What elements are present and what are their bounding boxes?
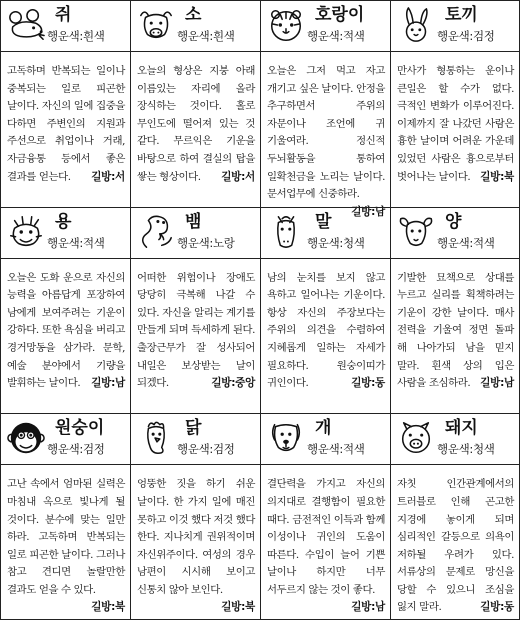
- lucky-color: 행운색:검정: [177, 442, 235, 457]
- zodiac-card-header: [261, 414, 390, 465]
- fortune-text-block: [397, 476, 514, 617]
- lucky-color: 행운색:청색: [307, 235, 365, 250]
- zodiac-name: 용: [55, 211, 72, 232]
- zodiac-card: [130, 207, 260, 414]
- lucky-direction: 길방:서: [221, 170, 255, 183]
- zodiac-name: 돼지: [445, 418, 478, 439]
- lucky-direction: 길방:남: [351, 205, 385, 218]
- fortune-text-block: [137, 63, 255, 186]
- fortune-text-block: [7, 270, 125, 393]
- rat-icon: [7, 6, 45, 44]
- pig-icon: [397, 419, 435, 457]
- lucky-color: 행운색:적색: [437, 235, 495, 250]
- zodiac-name: 양: [445, 211, 462, 232]
- zodiac-card-header: [131, 414, 260, 465]
- zodiac-card: [390, 413, 520, 620]
- fortune-text: 어떠한 위험이나 장애도 당당히 극복해 나갈 수 있다. 자신을 알리는 계기를 만들게 되며 득세하게 된다. 출장근무가 잘 성사되어 내일은 보상받는 날이 되겠다.: [137, 271, 255, 390]
- fortune-text-block: [267, 476, 385, 617]
- zodiac-card-header: [261, 208, 390, 259]
- fortune-text: 결단력을 가지고 자신의 의지대로 결행함이 필요한 때다. 금전적인 이득과 함께 이성이나 귀인의 도움이 따른다. 수입이 늘어 기쁜 날이나 하지만 너무 서두르지 않는 것이 좋다.: [267, 478, 385, 596]
- zodiac-name: 쥐: [55, 5, 72, 25]
- lucky-direction: 길방:동: [480, 601, 514, 614]
- lucky-direction: 길방:남: [480, 377, 514, 390]
- lucky-direction: 길방:남: [351, 601, 385, 614]
- zodiac-card: [390, 207, 520, 414]
- sheep-icon: [397, 213, 435, 251]
- lucky-color: 행운색:적색: [307, 29, 365, 43]
- fortune-text: 만사가 형통하는 운이나 큰일은 할 수가 없다. 극적인 변화가 이루어진다. 이제까지 잘 나갔던 사람은 흉한 날이며 어려운 가운데 있었던 사람은 흉으로부터 벗어나는 날이다.: [397, 65, 514, 183]
- fortune-text-block: [7, 63, 125, 186]
- dog-icon: [267, 419, 305, 457]
- zodiac-name: 원숭이: [55, 418, 105, 439]
- lucky-color: 행운색:적색: [47, 235, 105, 250]
- rooster-icon: [137, 419, 175, 457]
- zodiac-name: 소: [185, 5, 202, 25]
- zodiac-card: [260, 207, 390, 414]
- zodiac-card-header: [131, 1, 260, 52]
- zodiac-card: [130, 0, 260, 207]
- fortune-text-block: [397, 63, 514, 186]
- fortune-text: 오늘은 그저 먹고 자고 개기고 싶은 날이다. 안정을 추구하면서 주위의 자문이나 조언에 귀 기울여라. 정신적 두뇌활동을 통하여 일확천금을 노리는 날이다. 문서업무에 신중하라.: [267, 65, 385, 201]
- zodiac-card: [0, 207, 130, 414]
- lucky-color: 행운색:청색: [437, 442, 495, 457]
- dragon-icon: [7, 213, 45, 251]
- fortune-text-block: [267, 63, 385, 221]
- zodiac-card-header: [391, 208, 519, 259]
- zodiac-card-header: [261, 1, 390, 52]
- fortune-text-block: [397, 270, 514, 393]
- zodiac-card: [0, 413, 130, 620]
- zodiac-name: 뱀: [185, 211, 202, 232]
- horse-icon: [267, 213, 305, 251]
- fortune-text: 오늘의 형상은 지붕 아래 이름있는 자리에 올라 장식하는 것이다. 홀로 무인도에 떨어져 있는 것 같다. 무르익은 기운을 바탕으로 하여 결실의 탑을 쌓는 형상이다.: [137, 65, 255, 183]
- fortune-text-block: [137, 270, 255, 393]
- lucky-color: 행운색:흰색: [177, 29, 235, 43]
- zodiac-card: [260, 0, 390, 218]
- zodiac-name: 개: [315, 418, 332, 439]
- fortune-text-block: [7, 476, 125, 617]
- fortune-text: 고독하며 반복되는 일이나 중복되는 일로 피곤한 날이다. 자신의 일에 집중을 다하면 주변인의 지원과 주선으로 취업이나 거래, 자금융통 등에서 좋은 결과를 얻는다.: [7, 65, 125, 183]
- rabbit-icon: [397, 6, 435, 44]
- monkey-icon: [7, 419, 45, 457]
- lucky-color: 행운색:적색: [307, 442, 365, 457]
- lucky-direction: 길방:동: [351, 377, 385, 390]
- fortune-text: 남의 눈치를 보지 않고 욕하고 일어나는 기운이다. 항상 자신의 주장보다는 주위의 의견을 수렴하여 지혜롭게 일하는 자세가 필요하다. 원숭이띠가 귀인이다.: [267, 271, 385, 390]
- fortune-text-block: [137, 476, 255, 617]
- snake-icon: [137, 213, 175, 251]
- zodiac-card-header: [1, 208, 130, 259]
- zodiac-name: 호랑이: [315, 5, 365, 25]
- lucky-direction: 길방:중앙: [211, 377, 255, 390]
- lucky-color: 행운색:검정: [47, 442, 105, 457]
- lucky-direction: 길방:북: [221, 601, 255, 614]
- zodiac-card: [130, 413, 260, 620]
- lucky-direction: 길방:서: [91, 170, 125, 183]
- lucky-direction: 길방:남: [91, 377, 125, 390]
- zodiac-card: [0, 0, 130, 207]
- lucky-color: 행운색:흰색: [47, 29, 105, 43]
- lucky-direction: 길방:북: [480, 170, 514, 183]
- zodiac-card-header: [131, 208, 260, 259]
- lucky-color: 행운색:노랑: [177, 235, 235, 250]
- fortune-text: 고난 속에서 엄마된 실력은 마침내 옥으로 빛나게 될 것이다. 분수에 맞는 일만 하라. 고독하며 반복되는 일로 피곤한 날이다. 그러나 참고 견디면 놀랄만한 결과도 얻을 수 있다.: [7, 478, 125, 596]
- zodiac-card-header: [391, 414, 519, 465]
- fortune-text: 자칫 인간관계에서의 트러블로 인해 곤고한 지경에 놓이게 되며 심리적인 갈등으로 의욕이 저하될 우려가 있다. 서류상의 문제로 망신을 당할 수 있으니 조심을 잃지 말라.: [397, 478, 514, 614]
- zodiac-card: [260, 413, 390, 620]
- lucky-color: 행운색:검정: [437, 29, 495, 43]
- tiger-icon: [267, 6, 305, 44]
- zodiac-card-header: [1, 414, 130, 465]
- lucky-direction: 길방:북: [91, 601, 125, 614]
- fortune-text-block: [267, 270, 385, 393]
- zodiac-card-header: [1, 1, 130, 52]
- fortune-text: 기발한 묘책으로 상대를 누르고 실리를 획책하려는 기운이 강한 날이다. 매사 전력을 기울여 정면 돌파 해 나아가되 남을 믿지 말라. 흰색 상의 입은 사람을 조심하라.: [397, 271, 514, 390]
- zodiac-name: 닭: [185, 418, 202, 439]
- ox-icon: [137, 6, 175, 44]
- zodiac-name: 말: [315, 211, 332, 232]
- zodiac-name: 토끼: [445, 5, 478, 25]
- zodiac-card: [390, 0, 520, 207]
- fortune-text: 엉뚱한 짓을 하기 쉬운 날이다. 한 가지 일에 매진 못하고 이것 했다 저것 했다 한다. 지나치게 권위적이며 자신위주이다. 여성의 경우 남편이 시시해 보이고 신통치 않아 보인다.: [137, 478, 255, 596]
- fortune-text: 오늘은 도화 운으로 자신의 능력을 아름답게 포장하여 남에게 보여주려는 기운이 강하다. 또한 욕심을 버리고 경거망동을 삼가라. 문학, 예술 분야에서 기량을 발휘하는 날이다.: [7, 271, 125, 390]
- zodiac-card-header: [391, 1, 519, 52]
